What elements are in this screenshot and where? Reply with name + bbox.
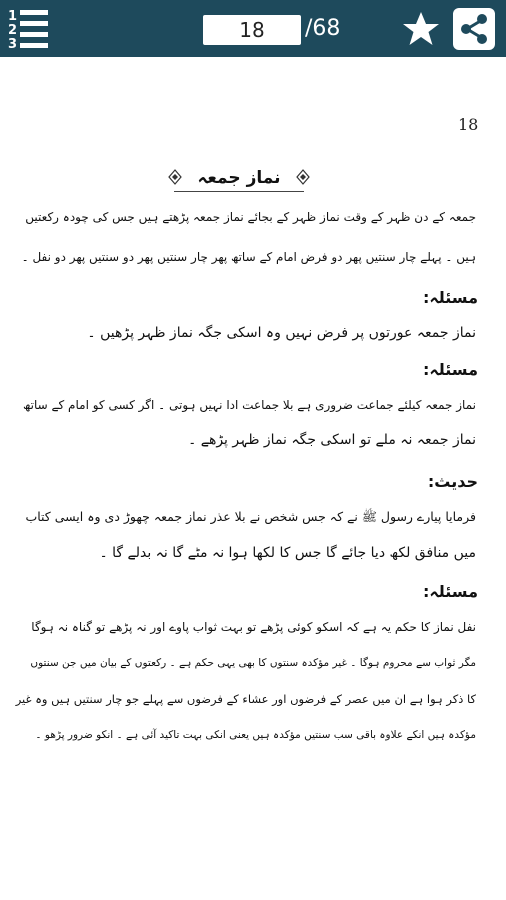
paragraph-line: جمعہ کے دن ظہر کے وقت نماز ظہر کے بجائے نماز جمعہ پڑھتے ہیں جس کی چودہ رکعتیں — [25, 210, 476, 224]
paragraph-line: مگر ثواب سے محروم ہوگا ۔ غیر مؤکدہ سنتوں کا بھی یہی حکم ہے ۔ رکعتوں کے بیان میں جن سنتوں — [30, 657, 476, 669]
page-title-frame — [168, 163, 310, 193]
paragraph-line: ہیں ۔ پہلے چار سنتیں پھر دو فرض امام کے ساتھ پھر چار سنتیں پھر دو سنتیں پھر دو نفل ۔ — [21, 250, 476, 264]
paragraph-line: مؤکدہ ہیں انکے علاوہ باقی سب سنتیں مؤکدہ ہیں یعنی انکی بہت تاکید آئی ہے ۔ انکو ضرور پڑھو ۔ — [35, 729, 476, 741]
share-icon[interactable] — [453, 8, 495, 50]
paragraph-line: نماز جمعہ کیلئے جماعت ضروری ہے بلا جماعت ادا نہیں ہوتی ۔ اگر کسی کو امام کے ساتھ — [23, 398, 476, 412]
page-total-label: /68 — [305, 16, 341, 41]
svg-text:3: 3 — [8, 37, 18, 52]
numbered-list-icon[interactable] — [6, 6, 56, 52]
ornament-icon — [168, 169, 182, 185]
ornament-icon — [296, 169, 310, 185]
svg-text:1: 1 — [8, 9, 18, 24]
paragraph-line: کا ذکر ہوا ہے ان میں عصر کے فرضوں اور عشاء کے فرضوں سے پہلے جو چار سنتیں ہیں وہ غیر — [15, 692, 476, 706]
paragraph-line: نفل نماز کا حکم یہ ہے کہ اسکو کوئی پڑھے تو بہت ثواب پاوے اور نہ پڑھے تو گناہ نہ ہوگا — [31, 620, 476, 634]
page-content — [0, 57, 506, 900]
paragraph-line: میں منافق لکھ دیا جائے گا جس کا لکھا ہوا نہ مٹے گا نہ بدلے گا ۔ — [99, 545, 476, 561]
star-icon[interactable] — [400, 9, 442, 49]
top-toolbar — [0, 0, 506, 57]
title-underline — [174, 191, 304, 192]
section-heading: مسئلہ: — [422, 582, 478, 601]
page-title: نماز جمعہ — [197, 168, 281, 188]
section-heading: حدیث: — [427, 472, 478, 491]
paragraph-line: نماز جمعہ نہ ملے تو اسکی جگہ نماز ظہر پڑھے ۔ — [188, 432, 476, 448]
page-number-input[interactable]: 18 — [203, 15, 301, 45]
paragraph-line: نماز جمعہ عورتوں پر فرض نہیں وہ اسکی جگہ نماز ظہر پڑھیں ۔ — [87, 325, 476, 341]
section-heading: مسئلہ: — [422, 288, 478, 307]
page-number: 18 — [458, 115, 479, 134]
svg-text:2: 2 — [8, 23, 18, 38]
section-heading: مسئلہ: — [422, 360, 478, 379]
paragraph-line: فرمایا پیارے رسول ﷺ نے کہ جس شخص نے بلا عذر نماز جمعہ چھوڑ دی وہ ایسی کتاب — [25, 509, 476, 524]
